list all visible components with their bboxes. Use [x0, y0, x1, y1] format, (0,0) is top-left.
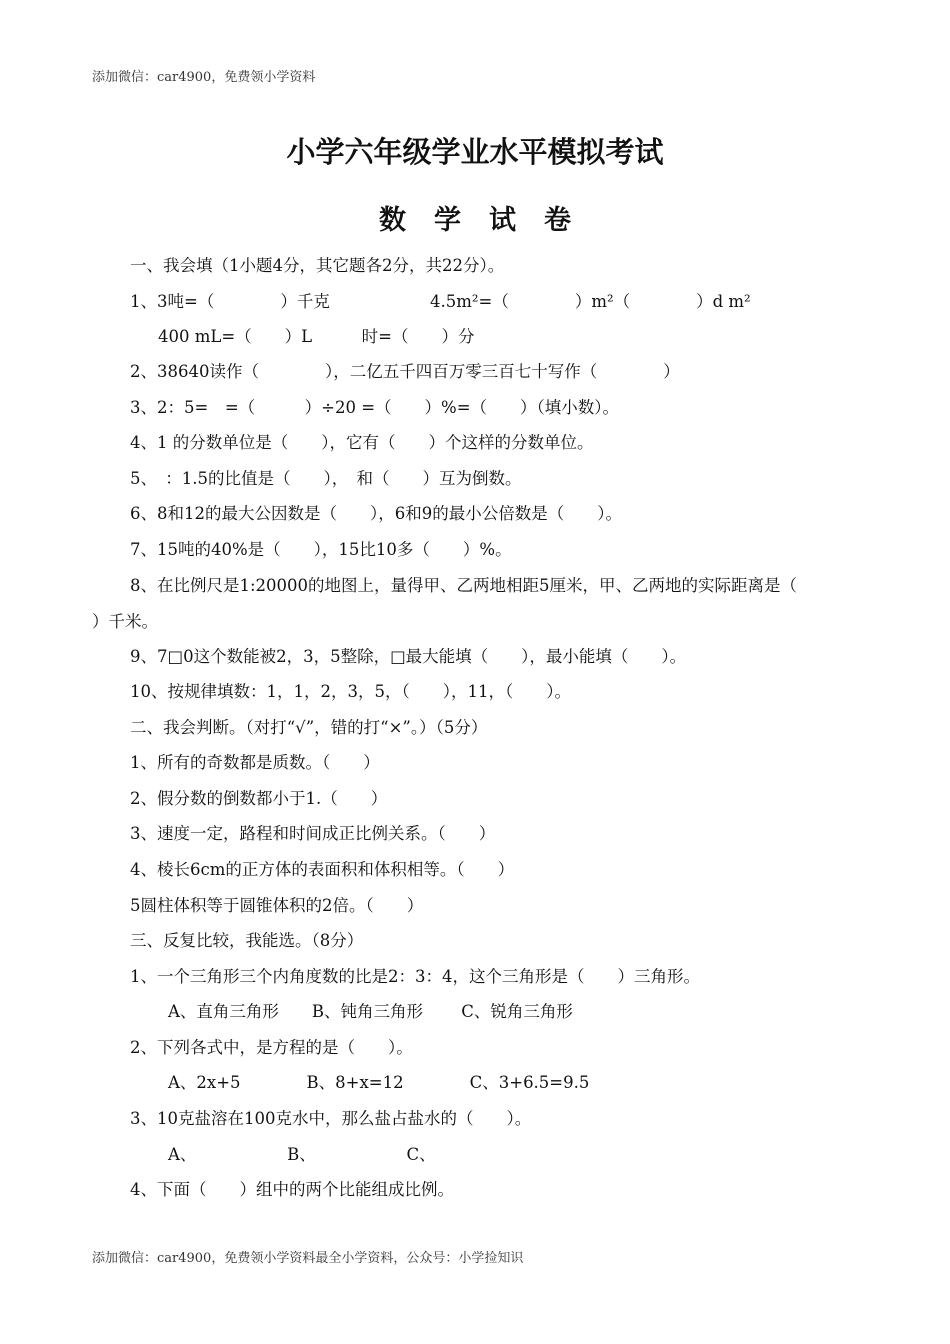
question-1-10: 10、按规律填数：1，1，2，3，5，（ ），11，（ ）。	[130, 682, 571, 701]
question-3-2-options: A、2x+5 B、8+x=12 C、3+6.5=9.5	[168, 1073, 590, 1092]
question-3-4: 4、下面（ ）组中的两个比能组成比例。	[130, 1180, 454, 1199]
question-3-3: 3、10克盐溶在100克水中，那么盐占盐水的（ ）。	[130, 1109, 532, 1128]
question-1-7: 7、15吨的40%是（ ），15比10多（ ）%。	[130, 540, 512, 559]
question-3-3-options: A、 B、 C、	[168, 1145, 436, 1164]
page-subtitle: 数学试卷	[379, 205, 599, 236]
header-note: 添加微信：car4900，免费领小学资料	[92, 70, 316, 85]
question-1-5: 5、 ：1.5的比值是（ ）， 和（ ）互为倒数。	[130, 469, 522, 488]
question-1-1-c: 400 mL=（ ）L 时=（ ）分	[158, 327, 475, 346]
footer-note: 添加微信：car4900，免费领小学资料最全小学资料，公众号：小学捡知识	[92, 1251, 524, 1266]
question-3-2: 2、下列各式中，是方程的是（ ）。	[130, 1038, 413, 1057]
question-3-1-options: A、直角三角形 B、钝角三角形 C、锐角三角形	[168, 1002, 573, 1021]
question-2-2: 2、假分数的倒数都小于1.（ ）	[130, 789, 388, 808]
question-1-1-a: 1、3吨=（ ）千克	[130, 292, 330, 311]
question-1-8-cont: ）千米。	[92, 612, 158, 631]
question-1-1-b: 4.5m²=（ ）m²（ ）d m²	[430, 292, 751, 311]
page-title: 小学六年级学业水平模拟考试	[286, 135, 664, 169]
question-2-1: 1、所有的奇数都是质数。（ ）	[130, 753, 380, 772]
section-1-heading: 一、我会填（1小题4分，其它题各2分，共22分）。	[130, 256, 505, 275]
question-2-4: 4、棱长6cm的正方体的表面积和体积相等。（ ）	[130, 860, 515, 879]
question-1-4: 4、1 的分数单位是（ ），它有（ ）个这样的分数单位。	[130, 433, 594, 452]
question-1-8: 8、在比例尺是1:20000的地图上，量得甲、乙两地相距5厘米，甲、乙两地的实际距离是（	[130, 576, 798, 595]
question-1-2: 2、38640读作（ ），二亿五千四百万零三百七十写作（ ）	[130, 362, 680, 381]
question-2-5: 5圆柱体积等于圆锥体积的2倍。（ ）	[130, 896, 424, 915]
question-2-3: 3、速度一定，路程和时间成正比例关系。（ ）	[130, 824, 496, 843]
question-1-3: 3、2：5= =（ ）÷20 =（ ）%=（ ）（填小数）。	[130, 398, 620, 417]
question-1-9: 9、7□0这个数能被2，3，5整除，□最大能填（ ），最小能填（ ）。	[130, 647, 687, 666]
question-3-1: 1、一个三角形三个内角度数的比是2：3：4，这个三角形是（ ）三角形。	[130, 967, 700, 986]
question-1-6: 6、8和12的最大公因数是（ ），6和9的最小公倍数是（ ）。	[130, 504, 622, 523]
section-2-heading: 二、我会判断。（对打“√”，错的打“×”。）（5分）	[130, 718, 488, 737]
section-3-heading: 三、反复比较，我能选。（8分）	[130, 931, 364, 950]
